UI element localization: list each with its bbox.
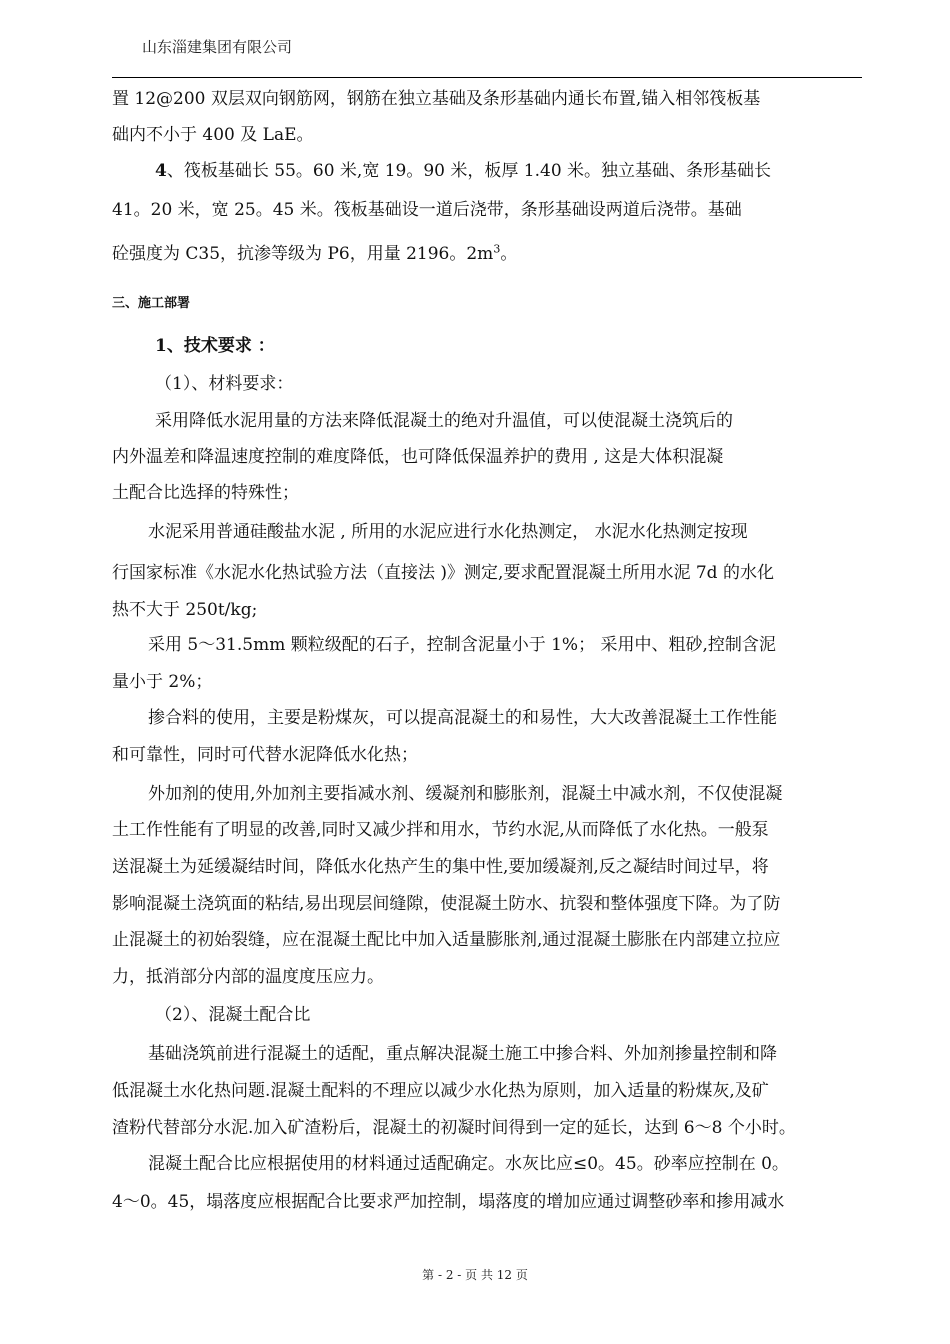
subsection-heading: 1、技术要求 ： [155, 336, 275, 356]
section-heading: 三、施工部署 [112, 296, 191, 311]
text-line: 土工作性能有了明显的改善,同时又减少拌和用水，节约水泥,从而降低了水化热。一般泵 [112, 820, 769, 840]
text-line: 土配合比选择的特殊性； [112, 483, 299, 503]
text-line: 力，抵消部分内部的温度度压应力。 [112, 967, 384, 987]
text-line: 止混凝土的初始裂缝，应在混凝土配比中加入适量膨胀剂,通过混凝土膨胀在内部建立拉应 [112, 930, 781, 950]
text-line: 41。20 米，宽 25。45 米。筏板基础设一道后浇带，条形基础设两道后浇带。基础 [112, 200, 742, 220]
page-footer: 第 - 2 - 页 共 12 页 [422, 1268, 528, 1282]
text-line: 掺合料的使用，主要是粉煤灰，可以提高混凝土的和易性，大大改善混凝土工作性能 [148, 708, 777, 728]
text-line: 渣粉代替部分水泥.加入矿渣粉后，混凝土的初凝时间得到一定的延长，达到 6～8 个小时。 [112, 1118, 796, 1138]
text-line: 量小于 2%； [112, 672, 213, 692]
text-line: 础内不小于 400 及 LaE。 [112, 125, 314, 145]
text-line: 4～0。45，塌落度应根据配合比要求严加控制，塌落度的增加应通过调整砂率和掺用减水 [112, 1192, 785, 1212]
text-line: 外加剂的使用,外加剂主要指减水剂、缓凝剂和膨胀剂，混凝土中减水剂，不仅使混凝 [148, 784, 783, 804]
text-line: 置 12@200 双层双向钢筋网，钢筋在独立基础及条形基础内通长布置,锚入相邻筏板基 [112, 89, 761, 109]
text-line: 混凝土配合比应根据使用的材料通过适配确定。水灰比应≤0。45。砂率应控制在 0。 [148, 1154, 789, 1174]
superscript: 3 [493, 242, 501, 256]
text-line: 基础浇筑前进行混凝土的适配，重点解决混凝土施工中掺合料、外加剂掺量控制和降 [148, 1044, 777, 1064]
text-line [155, 160, 771, 182]
text-line: 行国家标准《水泥水化热试验方法（直接法 )》测定,要求配置混凝土所用水泥 7d 的水化 [112, 563, 774, 583]
header-divider [112, 77, 862, 78]
text-line: 影响混凝土浇筑面的粘结,易出现层间缝隙，使混凝土防水、抗裂和整体强度下降。为了防 [112, 894, 781, 914]
text-line: 和可靠性，同时可代替水泥降低水化热； [112, 745, 418, 765]
subsection-label: （2）、混凝土配合比 [155, 1005, 311, 1025]
text-line: 水泥采用普通硅酸盐水泥 , 所用的水泥应进行水化热测定， 水泥水化热测定按现 [148, 522, 748, 542]
text-line: 热不大于 250t/kg; [112, 600, 258, 620]
text-line [112, 243, 517, 265]
text-line: 内外温差和降温速度控制的难度降低，也可降低保温养护的费用 , 这是大体积混凝 [112, 447, 724, 467]
subsection-label: （1）、材料要求： [155, 374, 294, 394]
text-line: 采用 5～31.5mm 颗粒级配的石子，控制含泥量小于 1%； 采用中、粗砂,控制含泥 [148, 635, 776, 655]
text-span: 。 [500, 244, 518, 264]
list-number: 4 [155, 161, 167, 181]
text-line: 采用降低水泥用量的方法来降低混凝土的绝对升温值，可以使混凝土浇筑后的 [155, 411, 733, 431]
text-line: 低混凝土水化热问题.混凝土配料的不理应以减少水化热为原则，加入适量的粉煤灰,及矿 [112, 1081, 769, 1101]
text-span: 砼强度为 C35，抗渗等级为 P6，用量 2196。2m [112, 244, 494, 264]
page-header: 山东淄建集团有限公司 [142, 38, 293, 56]
text-span: 、筏板基础长 55。60 米,宽 19。90 米，板厚 1.40 米。独立基础、条形基础长 [166, 161, 772, 181]
text-line: 送混凝土为延缓凝结时间，降低水化热产生的集中性,要加缓凝剂,反之凝结时间过早，将 [112, 857, 769, 877]
